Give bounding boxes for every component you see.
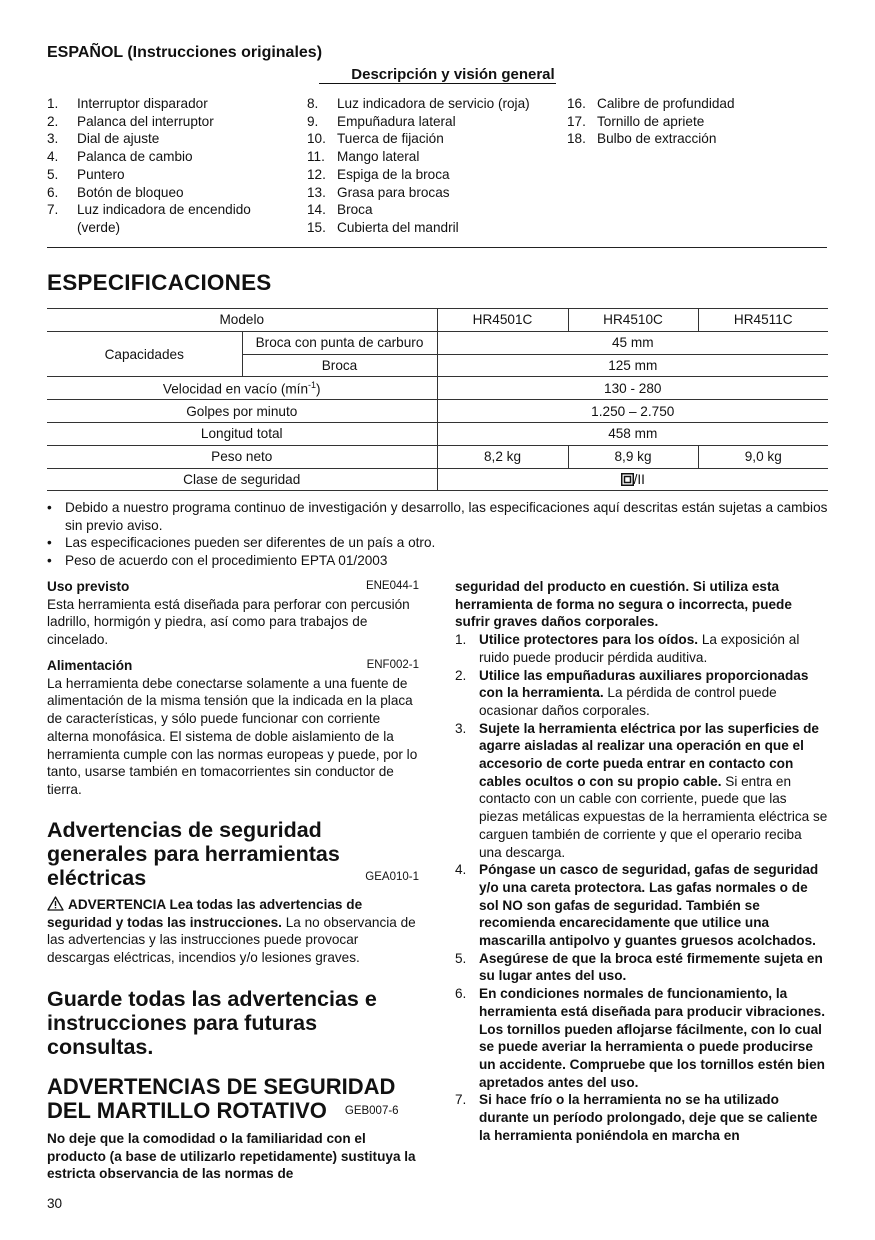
double-insulation-icon (621, 473, 634, 486)
list-item: 9. Empuñadura lateral (307, 113, 456, 129)
doc-code: ENF002-1 (366, 659, 419, 671)
table-cell: Modelo (47, 309, 437, 332)
power-title: Alimentación (47, 658, 133, 673)
list-item: 8. Luz indicadora de servicio (roja) (307, 96, 530, 111)
power-supply-section (47, 657, 419, 799)
list-item: 18. Bulbo de extracción (567, 131, 717, 147)
list-item: 4. Palanca de cambio (47, 149, 193, 165)
table-cell: 8,9 kg (568, 445, 698, 468)
list-item: 4. Póngase un casco de seguridad, gafas de seguridad y/o una careta protectora. Las gafas normales o de sol NO son gafas de seguridad. También se recomienda encarecidamente que utilice una mascarilla antipolvo y guantes gruesos acolchados. (455, 862, 819, 949)
table-cell: HR4510C (568, 309, 698, 332)
table-cell: Clase de seguridad (47, 468, 437, 491)
heading-line: ADVERTENCIAS DE SEGURIDAD (47, 1074, 396, 1099)
warning-paragraph (47, 896, 419, 967)
table-cell: 9,0 kg (698, 445, 828, 468)
rotary-hammer-intro: No deje que la comodidad o la familiaridad con el producto (a base de utilizarlo repetidamente) sustituya la estricta observancia de las normas de (47, 1131, 416, 1182)
table-cell: 458 mm (437, 422, 828, 445)
table-cell: Velocidad en vacío (mín$^{-1}$) (47, 377, 437, 400)
list-item: 16. Calibre de profundidad (567, 96, 735, 111)
list-item: 1. Utilice protectores para los oídos. La exposición al ruido puede producir pérdida auditiva. (455, 632, 800, 665)
list-item: 3. Sujete la herramienta eléctrica por las superficies de agarre aisladas al realizar una operación en que el accesorio de corte pueda entrar en contacto con cables ocultos o con su propio cable. Si entra en contacto con un cable con corriente, puede que las piezas metálicas expuestas de la herramienta eléctrica se carguen también de corriente y que el operario reciba una descarga. (455, 720, 828, 860)
table-cell: Broca (242, 354, 437, 377)
list-item: 14. Broca (307, 202, 373, 218)
list-item: 5. Puntero (47, 166, 125, 182)
doc-code: GEA010-1 (365, 871, 419, 884)
page-number: 30 (47, 1196, 63, 1211)
heading-line: generales para herramientas (47, 842, 340, 866)
list-item: 6. Botón de bloqueo (47, 184, 184, 200)
doc-code: ENE044-1 (365, 580, 419, 592)
list-item: • Peso de acuerdo con el procedimiento EPTA 01/2003 (47, 552, 388, 568)
table-cell: 1.250 – 2.750 (437, 400, 828, 423)
heading-line: eléctricas (47, 866, 147, 890)
list-item: • Las especificaciones pueden ser diferentes de un país a otro. (47, 535, 436, 551)
warning-icon (47, 896, 64, 911)
list-item: 7. Luz indicadora de encendido (verde) (47, 202, 251, 235)
table-cell: HR4511C (698, 309, 828, 332)
table-cell: Broca con punta de carburo (242, 331, 437, 354)
rotary-hammer-heading (47, 1075, 419, 1123)
power-text: La herramienta debe conectarse solamente a una fuente de alimentación de la misma tensión que la indicada en la placa de características, y sólo puede funcionar con corriente alterna monofásica. El sistema de doble aislamiento de la herramienta cumple con las normas europeas y puede, por lo tanto, usarse también en tomacorrientes sin conductor de tierra. (47, 675, 418, 797)
table-row (47, 468, 828, 491)
table-row (47, 422, 828, 445)
specs-title: ESPECIFICACIONES (47, 270, 272, 295)
parts-list-column-1 (47, 95, 277, 237)
intended-use-section (47, 578, 419, 649)
list-item: 17. Tornillo de apriete (567, 113, 705, 129)
list-item: 11. Mango lateral (307, 149, 420, 165)
list-item: 2. Utilice las empuñaduras auxiliares proporcionadas con la herramienta. La pérdida de control puede ocasionar daños corporales. (455, 667, 809, 718)
table-row (47, 309, 828, 332)
table-row (47, 445, 828, 468)
table-row (47, 331, 828, 354)
intended-use-text: Esta herramienta está diseñada para perforar con percusión ladrillo, hormigón y piedra, así como para trabajos de cincelado. (47, 596, 410, 648)
table-row (47, 400, 828, 423)
heading-line: Guarde todas las advertencias e (47, 987, 377, 1011)
section-divider (47, 247, 827, 248)
list-item: 6. En condiciones normales de funcionamiento, la herramienta está diseñada para producir vibraciones. Los tornillos pueden aflojarse fácilmente, con lo cual se puede averiar la herramienta o puede producirse un accidente. Compruebe que los tornillos estén bien apretados antes del uso. (455, 986, 826, 1090)
table-cell: 125 mm (437, 354, 828, 377)
list-item: 15. Cubierta del mandril (307, 219, 459, 235)
list-item: 7. Si hace frío o la herramienta no se ha utilizado durante un período prolongado, deje que se caliente la herramienta poniéndola en marcha en (455, 1092, 818, 1143)
heading-line: Advertencias de seguridad (47, 818, 322, 842)
intended-use-title: Uso previsto (47, 579, 130, 594)
table-cell: 8,2 kg (437, 445, 568, 468)
list-item: 10. Tuerca de fijación (307, 131, 444, 147)
general-warnings-heading (47, 818, 419, 890)
table-row (47, 377, 828, 400)
specs-notes (47, 499, 832, 569)
warning-text: La no observancia de las advertencias y las instrucciones puede provocar descargas eléctricas, incendios y/o lesiones graves. (47, 914, 416, 966)
list-item: 12. Espiga de la broca (307, 166, 450, 182)
table-cell: 45 mm (437, 331, 828, 354)
list-item: • Debido a nuestro programa continuo de investigación y desarrollo, las especificaciones aquí descritas están sujetas a cambios sin previo aviso. (47, 500, 828, 533)
list-item: 2. Palanca del interruptor (47, 113, 214, 129)
list-item: 5. Asegúrese de que la broca esté firmemente sujeta en su lugar antes del uso. (455, 950, 823, 984)
warning-bold-text: ADVERTENCIA Lea todas las advertencias de seguridad y todas las instrucciones. (47, 897, 363, 930)
table-cell: Longitud total (47, 422, 437, 445)
table-cell: Peso neto (47, 445, 437, 468)
table-cell: Capacidades (47, 331, 242, 377)
list-item: 1. Interruptor disparador (47, 96, 208, 111)
language-heading: ESPAÑOL (Instrucciones originales) (47, 44, 323, 61)
table-cell: HR4501C (437, 309, 568, 332)
table-cell: 130 - 280 (437, 377, 828, 400)
parts-list-column-3 (567, 95, 827, 148)
list-item: 3. Dial de ajuste (47, 131, 160, 147)
doc-code: GEB007-6 (344, 1105, 399, 1118)
save-instructions-heading (47, 987, 419, 1059)
list-item: 13. Grasa para brocas (307, 184, 450, 200)
heading-line: consultas. (47, 1035, 154, 1059)
heading-line: DEL MARTILLO ROTATIVO (47, 1098, 327, 1123)
parts-list-column-2 (307, 95, 562, 237)
table-cell: Golpes por minuto (47, 400, 437, 423)
section-title (0, 66, 875, 83)
table-cell: /II (437, 468, 828, 491)
section-title-text: Descripción y visión general (319, 66, 555, 84)
specs-table (47, 308, 828, 491)
rotary-hammer-warnings (455, 578, 828, 1145)
heading-line: instrucciones para futuras (47, 1011, 318, 1035)
intro-continuation: seguridad del producto en cuestión. Si utiliza esta herramienta de forma no segura o incorrecta, puede sufrir graves daños corporales. (455, 579, 792, 630)
